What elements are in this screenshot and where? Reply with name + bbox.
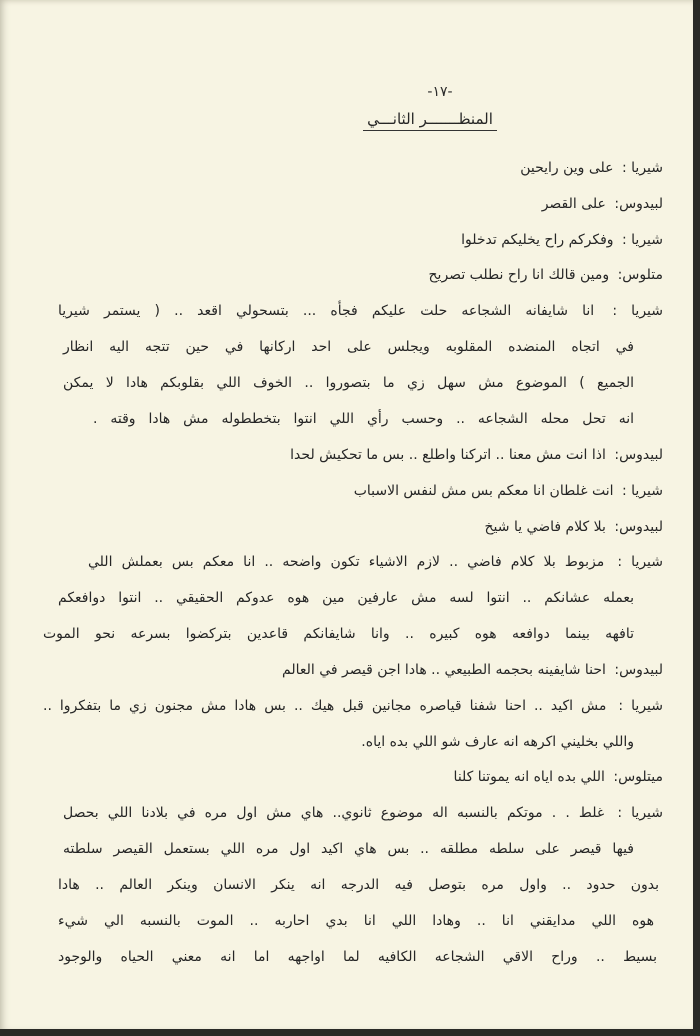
dialogue-line	[282, 660, 663, 680]
speaker-name: متلوس:	[617, 267, 663, 283]
dialogue-text: انا شايفانه الشجاعه حلت عليكم فجأه ... بتسحولي اقعد .. ( يستمر شيريا	[58, 303, 595, 319]
dialogue-text: مزبوط بلا كلام فاضي .. لازم الاشياء تكون واضحه .. انا معكم بس بعملش اللي	[88, 554, 605, 570]
speaker-name: شيريا :	[621, 232, 663, 248]
dialogue-text: في اتجاه المنضده المقلوبه ويجلس على احد اركانها في حين تتجه اليه انظار	[63, 339, 634, 355]
dialogue-line	[43, 696, 663, 716]
dialogue-line	[520, 158, 663, 178]
dialogue-line	[58, 875, 663, 895]
dialogue-line	[63, 803, 663, 823]
speaker-name: لبيدوس:	[614, 519, 663, 535]
dialogue-text: هوه اللي مدايقني انا .. وهادا اللي انا بدي احاربه .. الموت بالنسبه الي شيء	[58, 913, 654, 929]
dialogue-line	[58, 588, 638, 608]
dialogue-text: بعمله عشانكم .. انتوا لسه مش عارفين مين هوه عدوكم الحقيقي .. انتوا دوافعكم	[58, 590, 634, 606]
dialogue-line	[63, 839, 638, 859]
dialogue-text: بدون حدود .. واول مره بتوصل فيه الدرجه انه ينكر الانسان وينكر العالم .. هادا	[58, 877, 659, 893]
dialogue-line	[58, 911, 658, 931]
dialogue-line	[485, 517, 664, 537]
dialogue-line	[58, 301, 663, 321]
dialogue-line	[58, 947, 661, 967]
speaker-name: شيريا :	[612, 303, 664, 319]
dialogue-line	[429, 265, 663, 285]
dialogue-text: بسيط .. وراح الاقي الشجاعه الكافيه لما اواجهه اما انه معني الحياه والوجود	[58, 949, 657, 965]
speaker-name: شيريا :	[617, 554, 664, 570]
speaker-name: شيريا :	[621, 483, 663, 499]
dialogue-text: اللي بده اياه انه يموتنا كلنا	[453, 769, 605, 785]
dialogue-text: وفكركم راح يخليكم تدخلوا	[461, 232, 614, 248]
dialogue-text: احنا شايفينه بحجمه الطبيعي .. هادا اجن قيصر في العالم	[282, 662, 606, 678]
dialogue-line	[461, 230, 663, 250]
dialogue-text: اذا انت مش معنا .. اتركنا واطلع .. بس ما تحكيش لحدا	[290, 447, 606, 463]
dialogue-text: انه تحل محله الشجاعه .. وحسب رأي اللي انتوا بتخططوله مش هادا وقته .	[93, 411, 634, 427]
dialogue-line	[354, 481, 663, 501]
speaker-name: لبيدوس:	[614, 196, 663, 212]
speaker-name: لبيدوس:	[614, 662, 663, 678]
scene-title-text: المنظـــــــر الثانـــي	[363, 110, 497, 131]
dialogue-text: بلا كلام فاضي يا شيخ	[484, 519, 606, 535]
dialogue-line	[361, 732, 638, 752]
speaker-name: لبيدوس:	[614, 447, 663, 463]
dialogue-text: غلط . . موتكم بالنسبه اله موضوع ثانوي.. هاي مش اول مره في بلادنا اللي بحصل	[63, 805, 605, 821]
dialogue-text: انت غلطان انا معكم بس مش لنفس الاسباب	[353, 483, 614, 499]
dialogue-line	[542, 194, 663, 214]
dialogue-text: على وين رايحين	[520, 160, 614, 176]
dialogue-line	[63, 337, 638, 357]
dialogue-text: الجميع ) الموضوع مش سهل زي ما بتصوروا .. الخوف اللي بقلوبكم هادا لا يمكن	[63, 375, 634, 391]
dialogue-line	[290, 445, 663, 465]
dialogue-text: واللي بخليني اكرهه انه عارف شو اللي بده اياه.	[361, 734, 634, 750]
dialogue-text: فيها قيصر على سلطه مطلقه .. بس هاي اكيد اول مره اللي بستعمل القيصر سلطته	[63, 841, 634, 857]
scene-title	[340, 110, 520, 128]
dialogue-line	[88, 552, 663, 572]
dialogue-text: مش اكيد .. احنا شفنا قياصره مجانين قبل هيك .. بس هادا مش مجنون زي ما بتفكروا ..	[43, 698, 607, 714]
dialogue-line	[63, 373, 638, 393]
speaker-name: شيريا :	[617, 805, 664, 821]
dialogue-text: على القصر	[541, 196, 606, 212]
speaker-name: ميتلوس:	[613, 769, 663, 785]
dialogue-line	[43, 624, 638, 644]
dialogue-line	[454, 767, 663, 787]
speaker-name: شيريا :	[618, 698, 663, 714]
page-number: -١٧-	[427, 84, 453, 100]
dialogue-line	[93, 409, 638, 429]
dialogue-text: ومين قالك انا راح نطلب تصريح	[428, 267, 610, 283]
speaker-name: شيريا :	[621, 160, 663, 176]
dialogue-text: تافهه بينما دوافعه هوه كبيره .. وانا شايفانكم قاعدين بتركضوا بسرعه نحو الموت	[43, 626, 634, 642]
